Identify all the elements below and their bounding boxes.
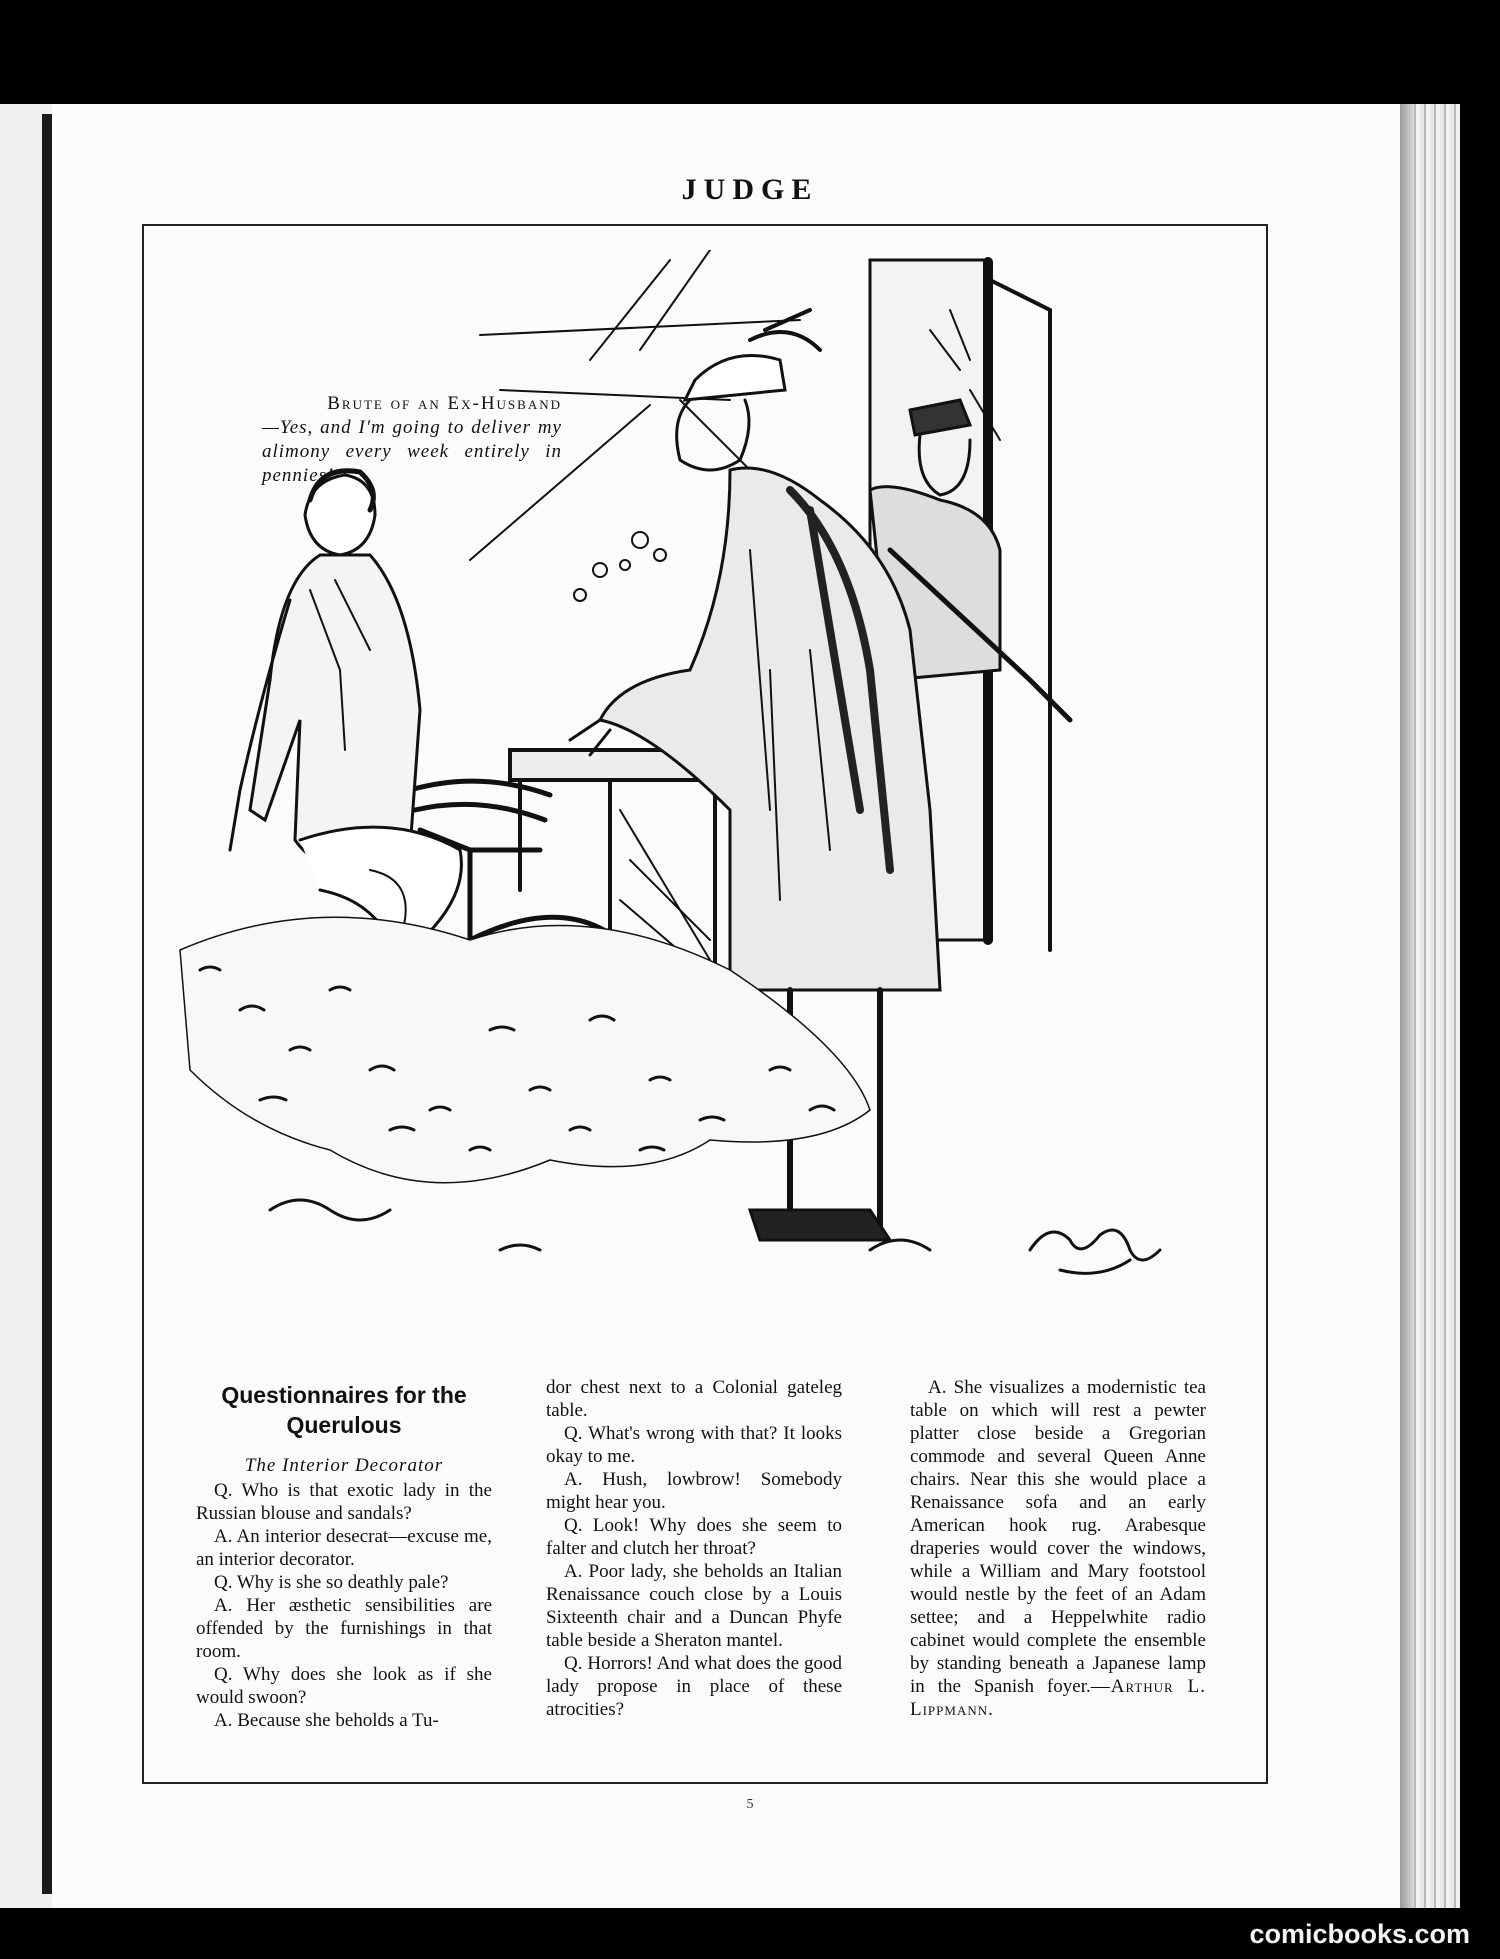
paragraph: A. Her æsthetic sensibilities are offended by the furnishings in that room. (196, 1595, 492, 1662)
page-stack-edge (1400, 104, 1460, 1908)
paragraph: A. Because she beholds a Tu- (214, 1710, 439, 1731)
paragraph (910, 1376, 1206, 1721)
running-head: JUDGE (681, 173, 819, 206)
paragraph: A. Hush, lowbrow! Somebody might hear you. (546, 1469, 842, 1513)
paragraph: Q. What's wrong with that? It looks okay to me. (546, 1423, 842, 1467)
byline: —Arthur L. Lippmann. (910, 1676, 1206, 1720)
article-column-2 (546, 1376, 842, 1721)
coins-spray (574, 532, 666, 601)
paragraph-text: A. She visualizes a modernistic tea table on which will rest a pewter platter close beside a Gregorian commode and several Queen Anne chairs. Near this she would place a Renaissance sofa and an early American hook rug. Arabesque draperies would cover the windows, while a William and Mary footstool would nestle by the feet of an Adam settee; and a Heppelwhite radio cabinet would complete the ensemble by standing beneath a Japanese lamp in the Spanish foyer. (910, 1377, 1206, 1697)
paragraph: Q. Horrors! And what does the good lady propose in place of these atrocities? (546, 1653, 842, 1720)
article-title: Questionnaires for the Querulous (221, 1382, 467, 1438)
paragraph: A. An interior desecrat—excuse me, an interior decorator. (196, 1526, 492, 1570)
facing-page-edge (0, 104, 56, 1908)
article-subtitle: The Interior Decorator (244, 1455, 444, 1476)
paragraph: Q. Look! Why does she seem to falter and clutch her throat? (546, 1515, 842, 1559)
article-column-3 (910, 1376, 1206, 1721)
paragraph: Q. Why is she so deathly pale? (214, 1572, 449, 1593)
caption-speaker: Brute of an Ex-Husband (327, 393, 562, 414)
page-number: 5 (746, 1797, 754, 1812)
paragraph: A. Poor lady, she beholds an Italian Renaissance couch close by a Louis Sixteenth chair and a Duncan Phyfe table beside a Sheraton mantel. (546, 1561, 842, 1651)
cartoon-caption (262, 392, 562, 488)
binding-spine (42, 114, 52, 1894)
paragraph: dor chest next to a Colonial gateleg table. (546, 1377, 842, 1421)
article-column-1 (196, 1376, 492, 1732)
watermark: comicbooks.com (1249, 1919, 1470, 1949)
paragraph: Q. Who is that exotic lady in the Russian blouse and sandals? (196, 1480, 492, 1524)
artist-signature (1030, 1230, 1160, 1273)
caption-dialogue: —Yes, and I'm going to deliver my alimony every week entirely in pennies! (262, 417, 562, 486)
paragraph: Q. Why does she look as if she would swoon? (196, 1664, 492, 1708)
